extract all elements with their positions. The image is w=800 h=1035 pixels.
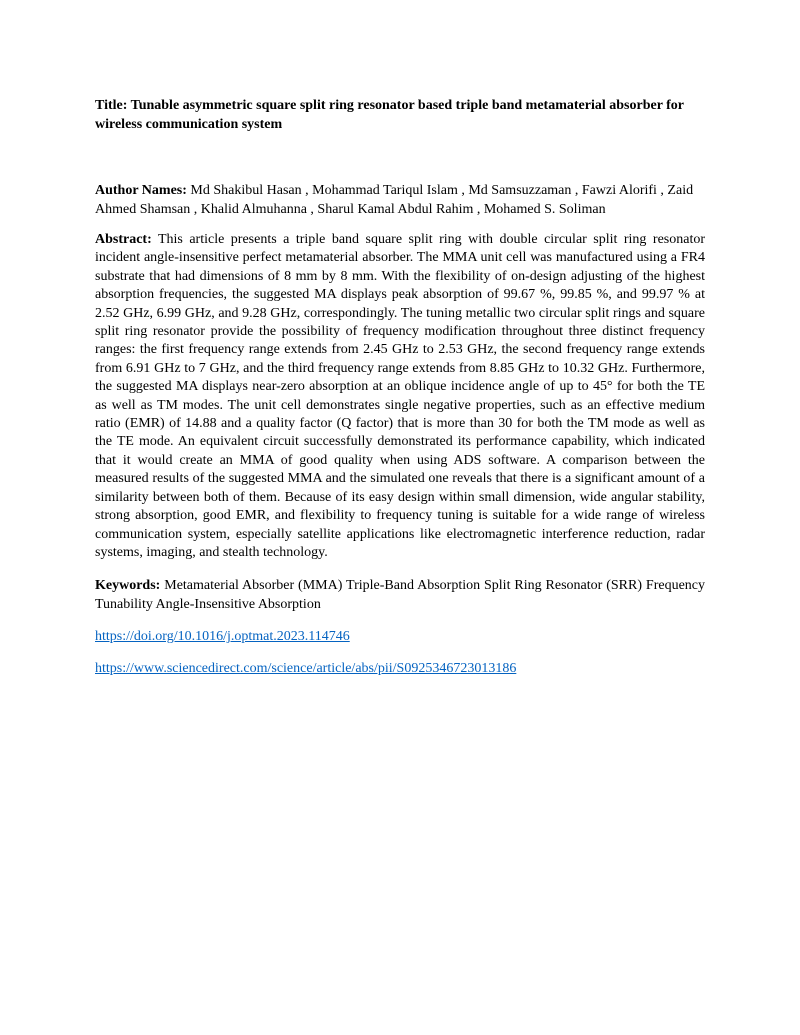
paper-title: Title: Tunable asymmetric square split ring resonator based triple band metamaterial absorber for wireless communication system [95, 98, 684, 132]
abstract-text: This article presents a triple band square split ring with double circular split ring resonator incident angle-insensitive perfect metamaterial absorber. The MMA unit cell was manufactured using a FR4 substrate that had dimensions of 8 mm by 8 mm. With the flexibility of on-design adjusting of the highest absorption frequencies, the suggested MA displays peak absorption of 99.67 %, 99.85 %, and 99.97 % at 2.52 GHz, 6.99 GHz, and 9.28 GHz, correspondingly. The tuning metallic two circular split rings and square split ring resonator provide the possibility of frequency modification throughout three distinct frequency ranges: the first frequency range extends from 2.45 GHz to 2.53 GHz, the second frequency range extends from 6.91 GHz to 7 GHz, and the third frequency range extends from 8.85 GHz to 10.32 GHz. Furthermore, the suggested MA displays near-zero absorption at an oblique incidence angle of up to 45° for both the TE as well as TM modes. The unit cell demonstrates single negative properties, such as an effective medium ratio (EMR) of 14.88 and a quality factor (Q factor) that is more than 30 for both the TM mode as well as the TE mode. An equivalent circuit successfully demonstrated its performance capability, which indicated that it would create an MMA of good quality when using ADS software. A comparison between the measured results of the suggested MMA and the simulated one reveals that there is a significant amount of a similarity between both of them. Because of its easy design within small dimension, wide angular stability, strong absorption, good EMR, and flexibility to frequency tuning is suitable for a wide range of wireless communication system, especially satellite applications like electromagnetic interference reduction, radar systems, imaging, and stealth technology. [95, 232, 705, 560]
doi-link[interactable]: https://doi.org/10.1016/j.optmat.2023.114746 [95, 629, 350, 645]
author-names [95, 181, 705, 219]
author-names-text: Md Shakibul Hasan , Mohammad Tariqul Islam , Md Samsuzzaman , Fawzi Alorifi , Zaid Ahmed Shamsan , Khalid Almuhanna , Sharul Kamal Abdul Rahim , Mohamed S. Soliman [95, 183, 694, 217]
abstract [95, 231, 705, 562]
keywords-label: Keywords: [95, 578, 161, 594]
author-names-label: Author Names: [95, 183, 187, 198]
abstract-label: Abstract: [95, 232, 152, 247]
keywords [95, 576, 705, 614]
keywords-text: Metamaterial Absorber (MMA) Triple-Band Absorption Split Ring Resonator (SRR) Frequency Tunability Angle-Insensitive Absorption [95, 578, 705, 613]
sciencedirect-link[interactable]: https://www.sciencedirect.com/science/article/abs/pii/S0925346723013186 [95, 661, 517, 677]
